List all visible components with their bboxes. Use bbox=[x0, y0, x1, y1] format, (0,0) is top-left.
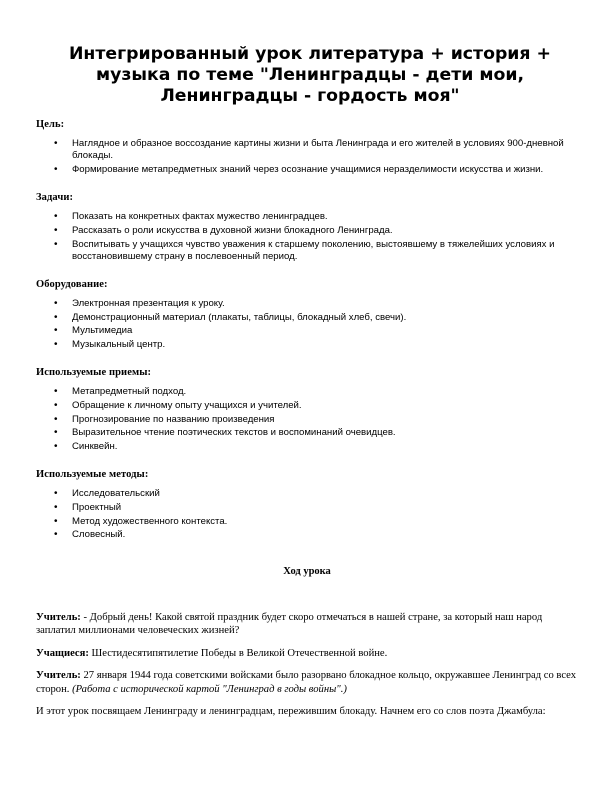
list-item: • Обращение к личному опыту учащихся и учителей. bbox=[72, 400, 578, 412]
section-goal bbox=[36, 119, 578, 176]
section-heading: Используемые методы: bbox=[36, 469, 149, 481]
list-item: • Воспитывать у учащихся чувство уважения к старшему поколению, выстоявшему в тяжелейших условиях и восстановившему страну в послевоенный период. bbox=[72, 239, 578, 263]
dialog-text: - Добрый день! Какой святой праздник будет скоро отмечаться в нашей стране, за который наш народ заплатил миллионами человеческих жизней? bbox=[36, 611, 543, 637]
list-item: • Выразительное чтение поэтических текстов и воспоминаний очевидцев. bbox=[72, 427, 578, 439]
lesson-heading: Ход урока bbox=[283, 565, 331, 577]
dialog-paragraph bbox=[36, 647, 578, 661]
list-item: • Синквейн. bbox=[72, 441, 578, 453]
dialog-text: Шестидесятипятилетие Победы в Великой Отечественной войне. bbox=[88, 647, 388, 659]
list-item: • Мультимедиа bbox=[72, 325, 578, 337]
bullet-list bbox=[36, 138, 578, 176]
list-item: • Рассказать о роли искусства в духовной жизни блокадного Ленинграда. bbox=[72, 225, 578, 237]
page-title: Интегрированный урок литература + история + музыка по теме "Ленинградцы - дети мои, Ленинградцы - гордость моя" bbox=[68, 44, 552, 106]
section-heading: Цель: bbox=[36, 119, 65, 130]
bullet-list bbox=[36, 211, 578, 263]
list-item: • Наглядное и образное воссоздание картины жизни и быта Ленинграда и его жителей в условиях 900-дневной блокады. bbox=[72, 138, 578, 162]
speaker-label: Учитель: bbox=[36, 670, 81, 682]
bullet-list bbox=[36, 386, 578, 453]
dialog-note: (Работа с исторической картой "Ленинград в годы войны".) bbox=[72, 683, 347, 695]
list-item: • Словесный. bbox=[72, 529, 578, 541]
dialog-paragraph bbox=[36, 611, 578, 638]
list-item: • Прогнозирование по названию произведения bbox=[72, 414, 578, 426]
list-item: • Проектный bbox=[72, 502, 578, 514]
list-item: • Метапредметный подход. bbox=[72, 386, 578, 398]
list-item: • Показать на конкретных фактах мужество ленинградцев. bbox=[72, 211, 578, 223]
section-techniques bbox=[36, 367, 578, 453]
speaker-label: Учитель: bbox=[36, 611, 81, 623]
section-heading: Задачи: bbox=[36, 192, 74, 204]
section-equipment bbox=[36, 279, 578, 351]
list-item: • Формирование метапредметных знаний через осознание учащимися неразделимости искусства и жизни. bbox=[72, 164, 578, 176]
dialog-text: 27 января 1944 года советскими войсками было разорвано блокадное кольцо, окружавшее Ленинград со всех сторон. bbox=[36, 670, 577, 695]
section-tasks bbox=[36, 192, 578, 263]
list-item: • Демонстрационный материал (плакаты, таблицы, блокадный хлеб, свечи). bbox=[72, 312, 578, 324]
list-item: • Электронная презентация к уроку. bbox=[72, 298, 578, 310]
dialog-paragraph bbox=[36, 705, 578, 719]
list-item: • Исследовательский bbox=[72, 488, 578, 500]
dialog-paragraph bbox=[36, 669, 578, 696]
bullet-list bbox=[36, 488, 578, 541]
section-heading: Оборудование: bbox=[36, 278, 108, 290]
section-heading: Используемые приемы: bbox=[36, 367, 152, 379]
list-item: • Музыкальный центр. bbox=[72, 339, 578, 351]
speaker-label: Учащиеся: bbox=[36, 647, 89, 659]
section-methods bbox=[36, 469, 578, 541]
list-item: • Метод художественного контекста. bbox=[72, 516, 578, 528]
bullet-list bbox=[36, 298, 578, 351]
dialog-text: И этот урок посвящаем Ленинграду и ленинградцам, пережившим блокаду. Начнем его со слов поэта Джамбула: bbox=[36, 706, 546, 718]
